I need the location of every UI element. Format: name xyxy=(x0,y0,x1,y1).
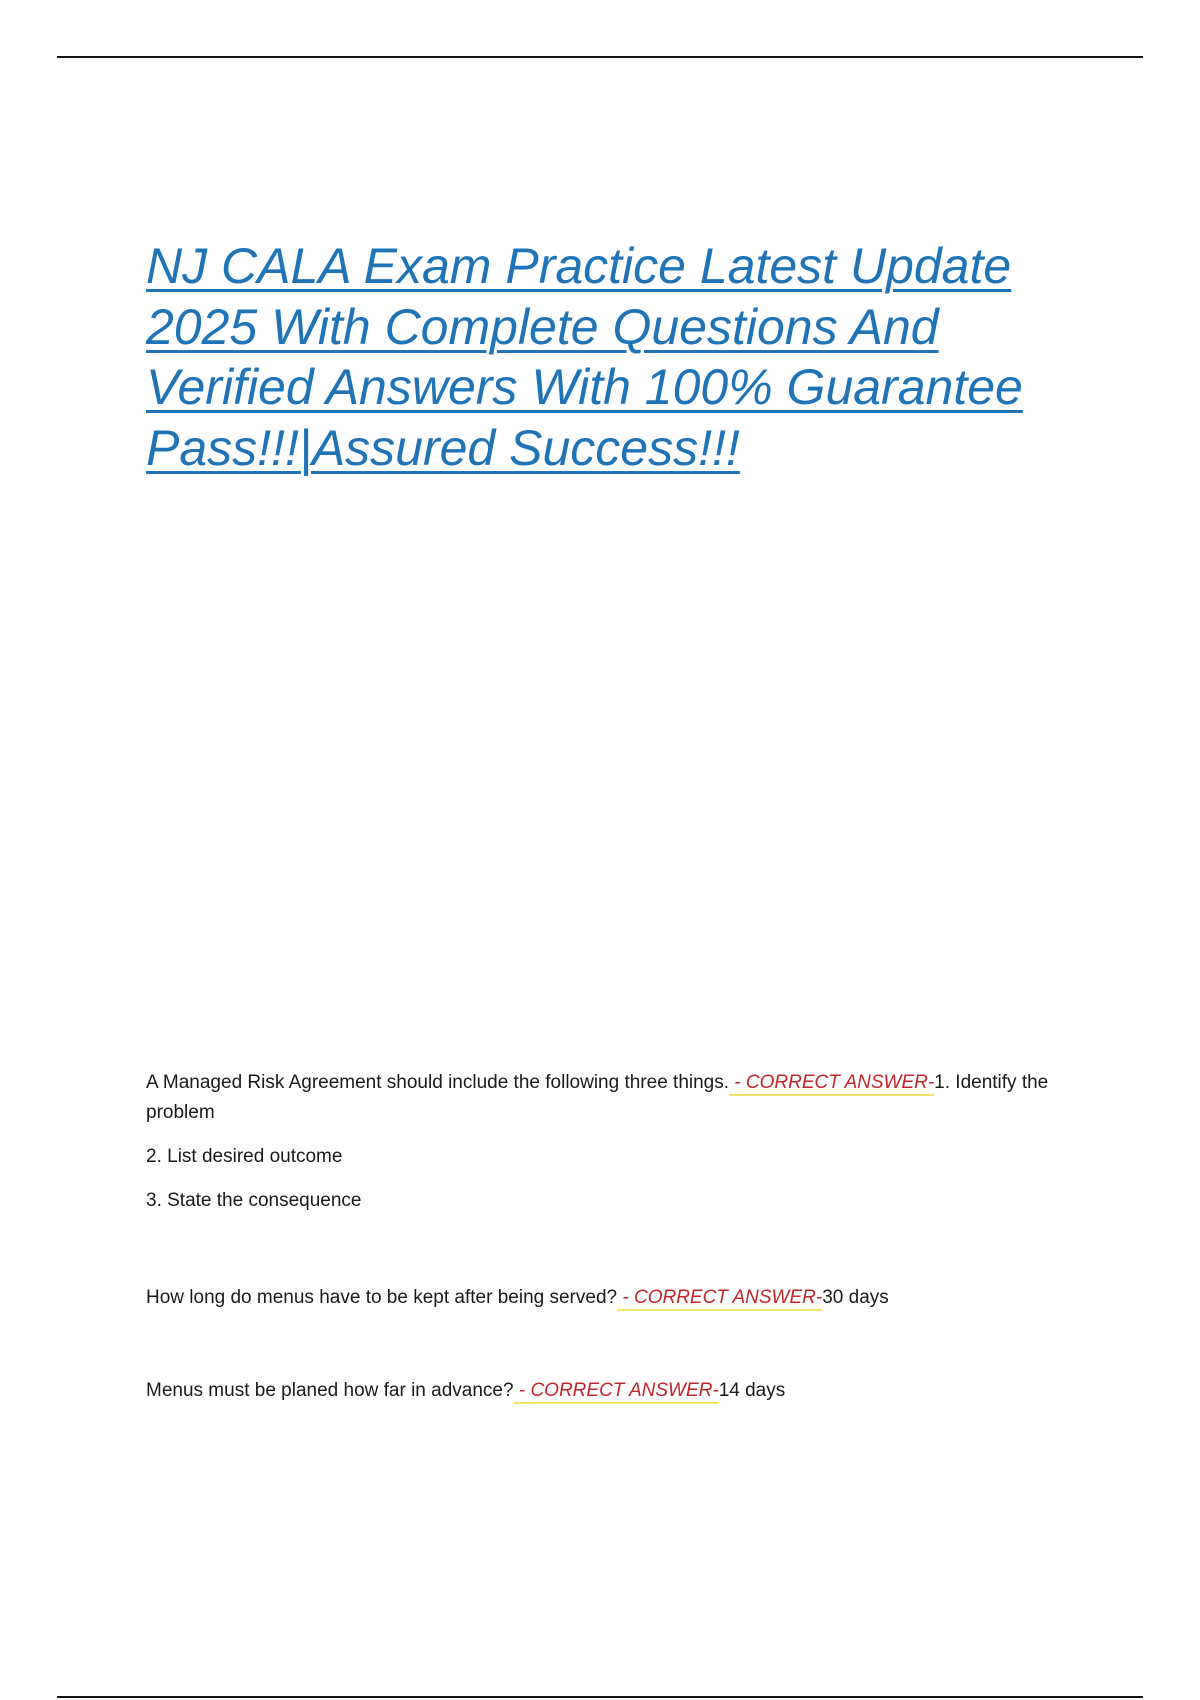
correct-answer-marker: - CORRECT ANSWER- xyxy=(729,1072,934,1096)
document-title-link[interactable]: NJ CALA Exam Practice Latest Update 2025 With Complete Questions And Verified Answers With 100% Guarantee Pass!!!|Assured Success!!! xyxy=(146,238,1023,476)
question-text: Menus must be planed how far in advance? xyxy=(146,1380,514,1401)
footer-rule xyxy=(57,1696,1143,1698)
question-answer-line xyxy=(146,1376,1086,1406)
question-block-2 xyxy=(146,1283,1086,1313)
question-block-1 xyxy=(146,1068,1086,1216)
question-text: How long do menus have to be kept after being served? xyxy=(146,1287,618,1308)
question-block-3 xyxy=(146,1376,1086,1406)
answer-text: 1. Identify the problem xyxy=(146,1072,1049,1123)
question-text: A Managed Risk Agreement should include the following three things. xyxy=(146,1072,730,1093)
answer-text: 30 days xyxy=(822,1287,889,1308)
answer-text: 14 days xyxy=(718,1380,786,1401)
question-answer-line xyxy=(146,1068,1086,1128)
question-answer-line xyxy=(146,1283,1086,1313)
correct-answer-marker: - CORRECT ANSWER- xyxy=(514,1380,719,1404)
answer-list-item: 2. List desired outcome xyxy=(146,1146,343,1167)
answer-list-item: 3. State the consequence xyxy=(146,1190,362,1211)
correct-answer-marker: - CORRECT ANSWER- xyxy=(617,1287,822,1311)
header-rule xyxy=(57,56,1143,58)
